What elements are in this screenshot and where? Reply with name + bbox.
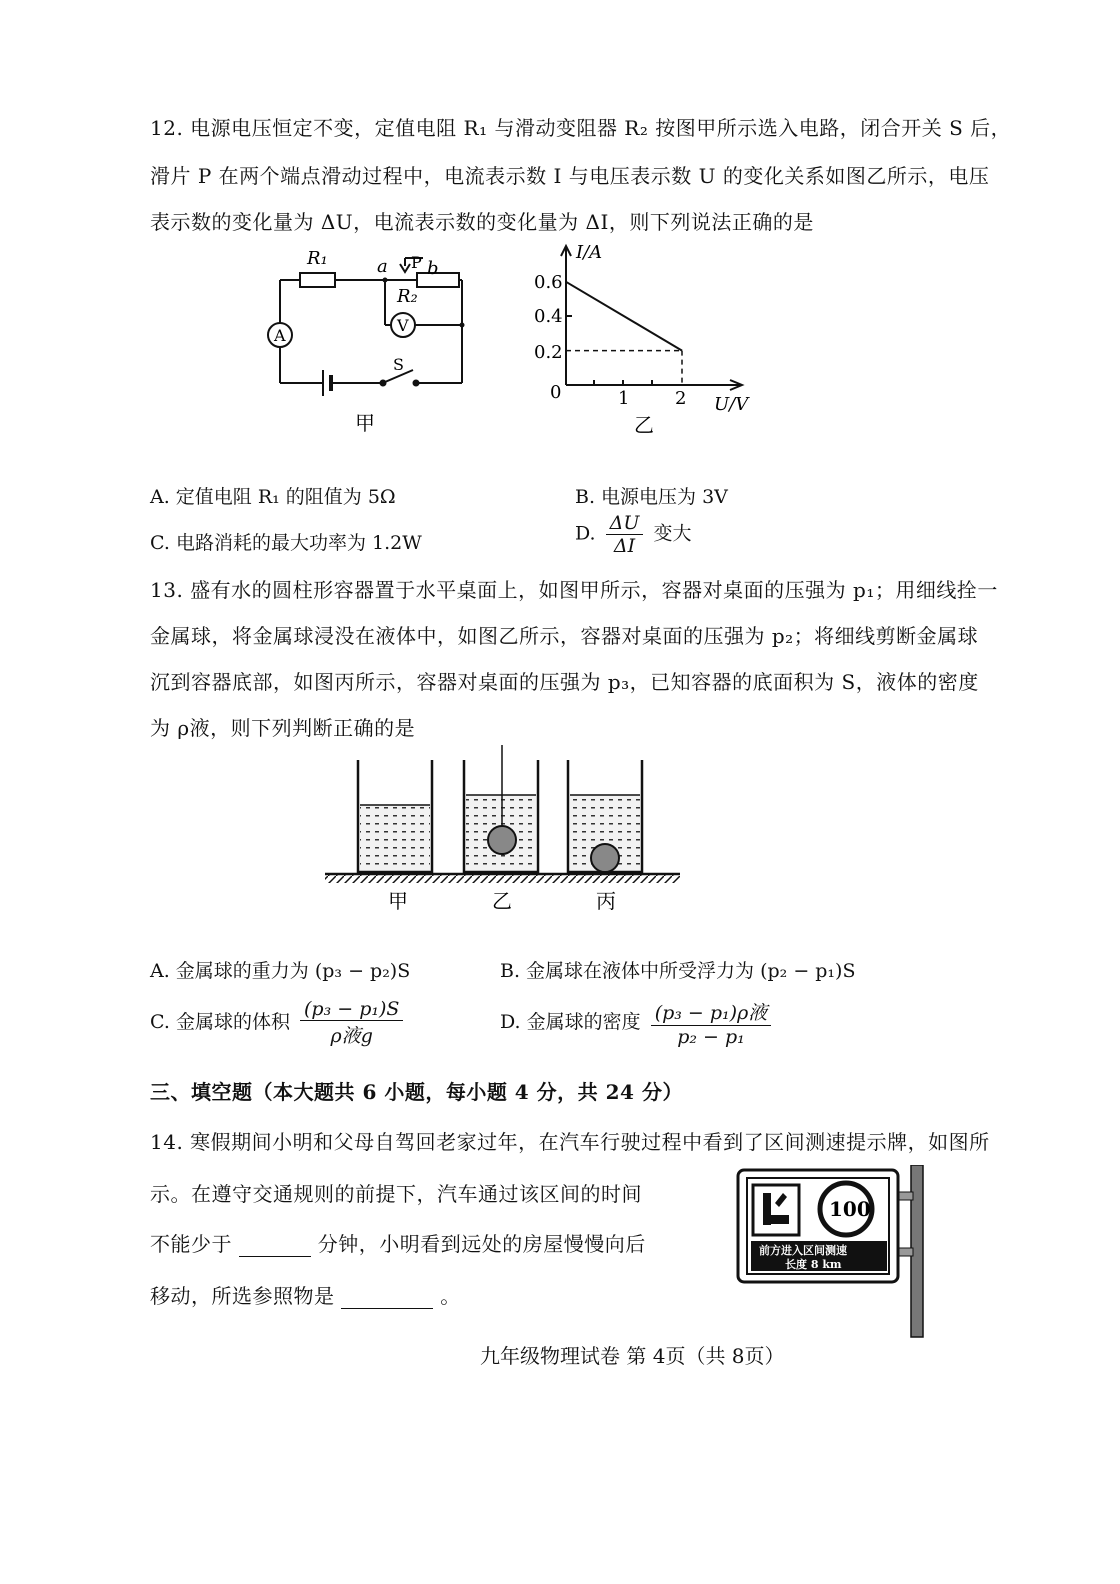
camera-icon xyxy=(753,1185,799,1235)
iu-graph xyxy=(530,240,770,440)
containers-figure xyxy=(320,740,690,920)
label-voltmeter: V xyxy=(397,316,409,335)
circuit-diagram xyxy=(255,240,485,440)
q12-option-d-suffix: 变大 xyxy=(653,522,692,545)
metal-ball-suspended xyxy=(488,826,516,854)
q12-option-d xyxy=(575,512,691,557)
metal-ball-bottom xyxy=(591,844,619,872)
graph-ylabel: I/A xyxy=(576,242,603,263)
q13-option-b: B. 金属球在液体中所受浮力为 (p₂ − p₁)S xyxy=(500,960,856,982)
q12-option-b: B. 电源电压为 3V xyxy=(575,486,728,508)
q13-line-1: 13. 盛有水的圆柱形容器置于水平桌面上，如图甲所示，容器对桌面的压强为 p₁；用细线拴一 xyxy=(150,578,998,602)
q14-blank-minutes[interactable] xyxy=(239,1232,311,1257)
q14-line-4-text-a: 移动，所选参照物是 xyxy=(150,1284,335,1308)
q14-line-2: 示。在遵守交通规则的前提下，汽车通过该区间的时间 xyxy=(150,1182,642,1206)
q13-option-c-numerator: (p₃ − p₁)S xyxy=(300,998,403,1021)
q12-line-2: 滑片 P 在两个端点滑动过程中，电流表示数 I 与电压表示数 U 的变化关系如图乙所示，电压 xyxy=(150,164,990,188)
caption-yi-graph: 乙 xyxy=(634,413,654,437)
q12-option-d-denominator: ΔI xyxy=(613,535,636,557)
q13-option-d-prefix: D. 金属球的密度 xyxy=(500,1011,641,1033)
graph-xtick-1: 2 xyxy=(675,388,687,409)
graph-xtick-0: 1 xyxy=(618,388,630,409)
q14-line-1: 14. 寒假期间小明和父母自驾回老家过年，在汽车行驶过程中看到了区间测速提示牌，如图所 xyxy=(150,1130,990,1154)
label-switch: S xyxy=(393,355,404,374)
graph-ytick-1: 0.4 xyxy=(534,306,563,327)
resistor-r1 xyxy=(300,273,335,287)
container-jia xyxy=(358,760,432,872)
q13-option-c-fraction xyxy=(300,998,403,1048)
graph-series-line xyxy=(566,282,682,351)
q13-option-d-fraction xyxy=(651,998,772,1048)
caption-jia-circuit: 甲 xyxy=(355,411,375,435)
graph-xlabel: U/V xyxy=(714,394,749,415)
q12-option-d-fraction xyxy=(606,512,644,557)
q12-option-a: A. 定值电阻 R₁ 的阻值为 5Ω xyxy=(150,486,396,508)
sign-text-1: 前方进入区间测速 xyxy=(759,1244,847,1257)
q13-option-c-prefix: C. 金属球的体积 xyxy=(150,1011,290,1033)
q13-line-3: 沉到容器底部，如图丙所示，容器对桌面的压强为 p₃，已知容器的底面积为 S，液体的密度 xyxy=(150,670,979,694)
q13-option-a: A. 金属球的重力为 (p₃ − p₂)S xyxy=(150,960,411,982)
q13-option-c xyxy=(150,998,407,1048)
section-3-heading: 三、填空题（本大题共 6 小题，每小题 4 分，共 24 分） xyxy=(150,1080,683,1104)
page-footer: 九年级物理试卷 第 4页（共 8页） xyxy=(480,1344,785,1368)
label-r1: R₁ xyxy=(307,248,328,269)
graph-ytick-0: 0.6 xyxy=(534,272,563,293)
q13-line-4: 为 ρ液，则下列判断正确的是 xyxy=(150,716,416,740)
q13-line-2: 金属球，将金属球浸没在液体中，如图乙所示，容器对桌面的压强为 p₂；将细线剪断金属球 xyxy=(150,624,979,648)
label-a: a xyxy=(377,256,388,277)
label-p: P xyxy=(411,253,422,272)
caption-jia: 甲 xyxy=(388,889,408,913)
q12-option-d-numerator: ΔU xyxy=(606,512,644,535)
q13-option-c-denominator: ρ液g xyxy=(330,1025,373,1047)
container-yi xyxy=(464,745,538,872)
q13-option-d xyxy=(500,998,775,1048)
caption-bing: 丙 xyxy=(596,889,616,913)
q14-blank-reference[interactable] xyxy=(341,1284,433,1309)
graph-ytick-2: 0.2 xyxy=(534,342,563,363)
q14-line-3 xyxy=(150,1228,646,1257)
sign-text-2: 长度 8 km xyxy=(785,1258,842,1271)
q13-option-d-numerator: (p₃ − p₁)ρ液 xyxy=(651,998,772,1026)
label-r2: R₂ xyxy=(397,286,418,307)
speed-zone-sign xyxy=(735,1165,935,1340)
q14-line-4 xyxy=(150,1280,461,1309)
q14-line-3-text-a: 不能少于 xyxy=(150,1232,232,1256)
q14-line-4-text-b: 。 xyxy=(440,1284,461,1308)
q12-line-3: 表示数的变化量为 ΔU，电流表示数的变化量为 ΔI，则下列说法正确的是 xyxy=(150,210,814,234)
q12-option-c: C. 电路消耗的最大功率为 1.2W xyxy=(150,532,422,554)
q12-option-d-prefix: D. xyxy=(575,522,596,545)
graph-origin: 0 xyxy=(550,382,562,403)
label-ammeter: A xyxy=(274,326,286,345)
q13-option-d-denominator: p₂ − p₁ xyxy=(677,1026,745,1048)
q14-line-3-text-b: 分钟，小明看到远处的房屋慢慢向后 xyxy=(317,1232,646,1256)
sign-speed: 100 xyxy=(829,1197,871,1221)
q12-line-1: 12. 电源电压恒定不变，定值电阻 R₁ 与滑动变阻器 R₂ 按图甲所示选入电路，闭合开关 S 后， xyxy=(150,116,1012,140)
caption-yi: 乙 xyxy=(492,889,512,913)
label-b: b xyxy=(427,258,439,279)
container-bing xyxy=(568,760,642,872)
